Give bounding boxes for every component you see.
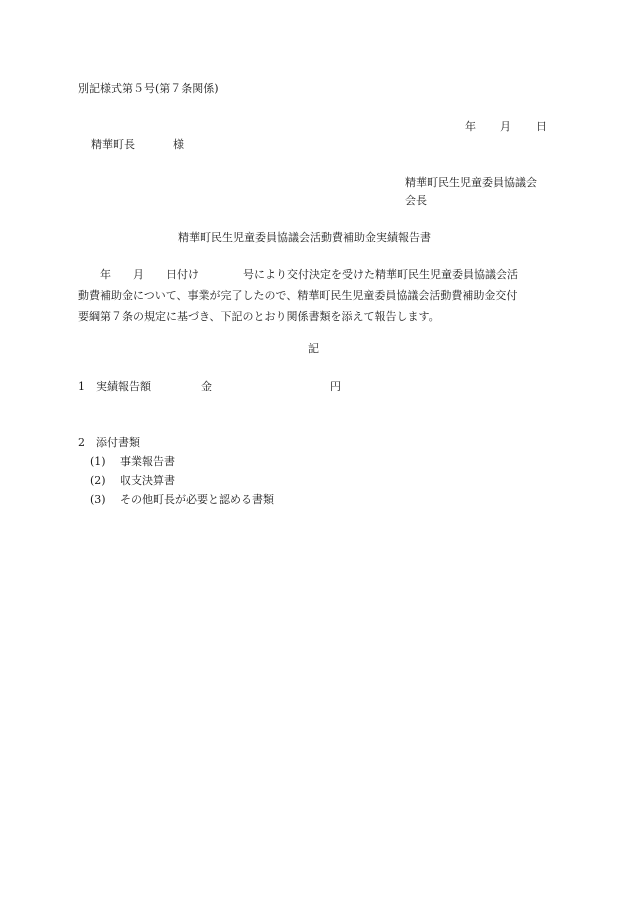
body-line: 年 月 日付け 号により交付決定を受けた精華町民生児童委員協議会活 [78,268,518,281]
date-day: 日 [536,120,547,133]
date-month: 月 [500,120,511,133]
attachment-text: 事業報告書 [120,455,175,468]
body-line: 要綱第７条の規定に基づき、下記のとおり関係書類を添えて報告します。 [78,310,440,323]
attachment-text: その他町長が必要と認める書類 [120,493,274,506]
attachment-number: (2) [90,474,106,487]
item2-label: 添付書類 [96,436,140,449]
body-line: 動費補助金について、事業が完了したので、精華町民生児童委員協議会活動費補助金交付 [78,289,518,302]
attachment-text: 収支決算書 [120,474,175,487]
item1-label: 実績報告額 [96,380,151,393]
item2-number: 2 [78,436,85,449]
ki-heading: 記 [308,342,319,355]
attachment-number: (1) [90,455,106,468]
date-year: 年 [465,120,476,133]
form-label: 別記様式第５号(第７条関係) [78,82,219,95]
body-paragraph [78,264,558,327]
addressee-honorific: 様 [173,138,184,151]
sender-title: 会長 [405,194,427,207]
item1-suffix: 円 [330,380,341,393]
sender-organization: 精華町民生児童委員協議会 [405,176,537,189]
attachment-number: (3) [90,493,106,506]
document-title: 精華町民生児童委員協議会活動費補助金実績報告書 [178,231,431,244]
item1-number: 1 [78,380,85,393]
addressee-name: 精華町長 [91,138,135,151]
item1-prefix: 金 [201,380,212,393]
